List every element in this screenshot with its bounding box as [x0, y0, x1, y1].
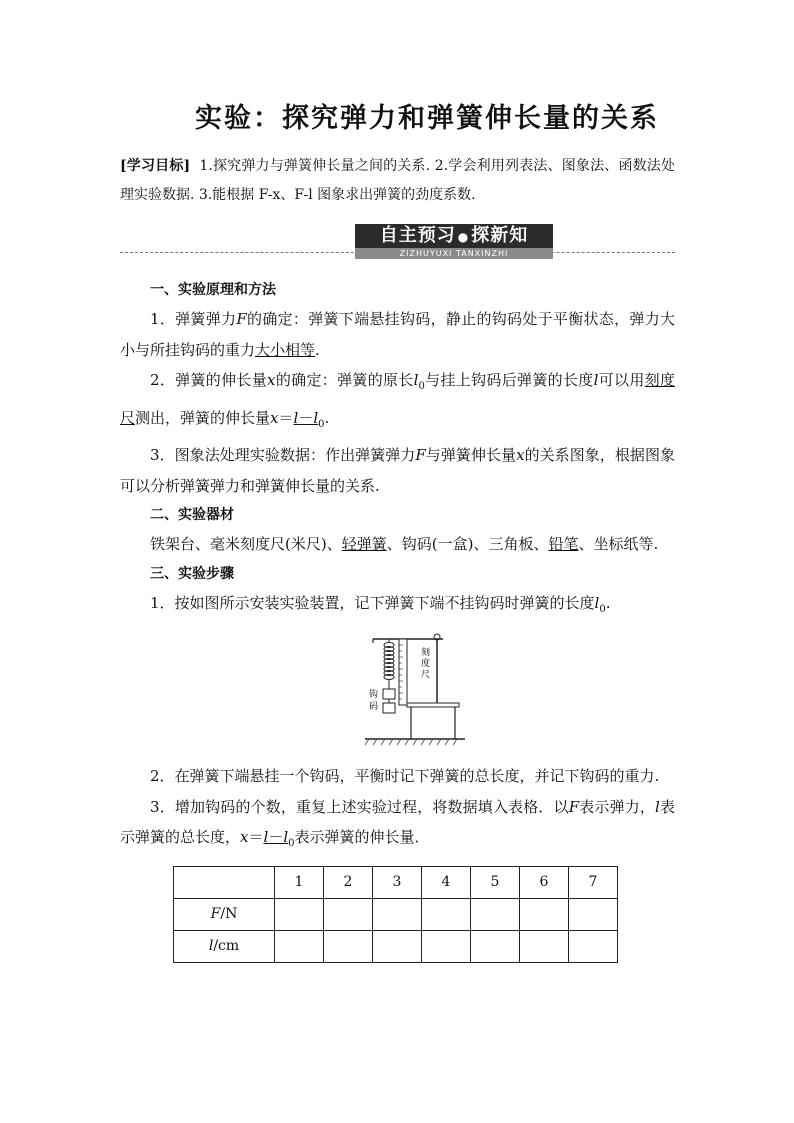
weight-1 [383, 689, 395, 699]
ruler [399, 639, 407, 705]
var-l: l [263, 828, 269, 846]
section-heading-3: 三、实验步骤 [150, 565, 234, 582]
table-header-cell: 5 [471, 866, 520, 898]
data-table [173, 866, 618, 963]
table-header-cell: 4 [422, 866, 471, 898]
text: 3．图象法处理实验数据：作出弹簧弹力 [150, 446, 416, 464]
var-l: l [413, 371, 419, 389]
ground-hatch [365, 739, 457, 745]
table-cell[interactable] [275, 930, 324, 962]
var-x: x [240, 828, 249, 846]
var-F: F [568, 797, 580, 816]
table-row [174, 930, 618, 962]
underlined-formula [293, 408, 325, 430]
paragraph-2 [120, 365, 675, 440]
table-header-cell: 3 [373, 866, 422, 898]
ruler-label-2: 度 [421, 659, 431, 669]
subscript: 0 [418, 381, 425, 392]
var-l: l [593, 371, 599, 389]
text: 、坐标纸等. [578, 535, 659, 553]
weight-label-1: 钩 [369, 690, 379, 700]
var-x: x [267, 371, 276, 389]
table-cell[interactable] [471, 930, 520, 962]
underlined-answer: 大小相等 [255, 340, 316, 359]
banner-part1: 自主预习 [379, 225, 456, 246]
table-cell[interactable] [373, 930, 422, 962]
weight-2 [383, 703, 395, 713]
section-banner [120, 222, 675, 262]
text: 与挂上钩码后弹簧的长度 [424, 371, 594, 389]
text: . [315, 340, 320, 359]
table-header-row [174, 866, 618, 898]
apparatus-diagram [363, 631, 467, 749]
goals-text: 1.探究弹力与弹簧伸长量之间的关系. 2.学会利用列表法、图象法、函数法处理实验数据. 3.能根据 F-x、F-l 图象求出弹簧的劲度系数. [120, 158, 675, 203]
paragraph-equipment [120, 529, 675, 560]
text: 测出，弹簧的伸长量 [135, 408, 271, 427]
var-F: F [210, 906, 221, 922]
table-cell[interactable] [569, 930, 618, 962]
table-header-cell: 7 [569, 866, 618, 898]
text: 可以用 [598, 371, 645, 389]
table-cell[interactable] [520, 898, 569, 930]
table-cell[interactable] [471, 898, 520, 930]
underlined-formula [263, 828, 295, 849]
table-cell[interactable] [520, 930, 569, 962]
table-cell[interactable] [275, 898, 324, 930]
underlined-answer: 刻度尺 [120, 371, 675, 427]
section-heading-2: 二、实验器材 [150, 507, 234, 523]
banner-part2: 探新知 [471, 225, 529, 246]
text: 1．弹簧弹力 [150, 310, 237, 328]
subscript: 0 [318, 418, 325, 430]
paragraph-step-1 [120, 588, 675, 626]
table-cell[interactable] [324, 898, 373, 930]
ruler-label-3: 尺 [421, 670, 431, 680]
var-l: l [655, 797, 660, 816]
paragraph-step-2: 2．在弹簧下端悬挂一个钩码，平衡时记下弹簧的总长度，并记下钩码的重力. [150, 767, 660, 785]
table-row [174, 898, 618, 930]
goals-label: [学习目标] [120, 158, 191, 174]
text: 铁架台、毫米刻度尺(米尺)、 [150, 535, 342, 553]
underlined-answer: 铅笔 [548, 535, 579, 553]
text: 的确定：弹簧的原长 [275, 371, 414, 389]
table-header-cell: 2 [324, 866, 373, 898]
text: 表示弹簧的总长度， [120, 797, 675, 846]
page-title: 实验：探究弹力和弹簧伸长量的关系 [195, 103, 659, 134]
var-x: x [516, 446, 525, 464]
text: － [298, 408, 314, 427]
apparatus-figure [363, 631, 675, 749]
paragraph-1 [120, 304, 675, 365]
text: 、钩码(一盒)、三角板、 [386, 535, 549, 553]
text: 表示弹簧的伸长量． [294, 828, 430, 846]
table-cell[interactable] [422, 898, 471, 930]
table-cell[interactable] [373, 898, 422, 930]
text: . [324, 408, 330, 427]
table-corner-cell [174, 866, 275, 898]
text: 2．弹簧的伸长量 [150, 371, 268, 389]
table-cell[interactable] [324, 930, 373, 962]
subscript: 0 [599, 603, 606, 615]
var-l: l [293, 408, 299, 427]
row-label-force [174, 898, 275, 930]
paragraph-3 [120, 440, 675, 501]
var-l: l [208, 938, 214, 954]
learning-goals [120, 152, 675, 210]
var-l: l [283, 828, 289, 846]
unit: /cm [213, 938, 240, 954]
weight-label-2: 码 [369, 702, 379, 712]
underlined-answer: 轻弹簧 [341, 535, 387, 553]
var-l: l [313, 408, 319, 427]
unit: /N [220, 906, 238, 922]
row-label-length [174, 930, 275, 962]
banner-title [355, 224, 553, 248]
text: 1．按如图所示安装实验装置，记下弹簧下端不挂钩码时弹簧的长度 [150, 593, 595, 612]
var-l: l [594, 593, 600, 612]
text: 与弹簧伸长量 [425, 446, 517, 464]
text: ＝ [278, 408, 294, 427]
text: 表示弹力， [579, 797, 656, 816]
var-x: x [270, 408, 279, 427]
main-content [120, 276, 675, 963]
banner-pinyin: ZIZHUYUXI TANXINZHI [355, 248, 553, 259]
subscript: 0 [288, 838, 295, 849]
stand-base [407, 703, 459, 707]
var-F: F [415, 446, 426, 464]
var-F: F [236, 310, 247, 328]
text: . [605, 593, 611, 612]
text: － [268, 828, 284, 846]
ruler-label-1: 刻 [421, 648, 431, 658]
table-cell[interactable] [569, 898, 618, 930]
paragraph-step-3 [120, 792, 675, 860]
text: 的关系图象，根据图象可以分析弹簧弹力和弹簧伸长量的关系. [120, 446, 675, 495]
spring [384, 643, 394, 680]
section-heading-1: 一、实验原理和方法 [150, 282, 276, 298]
table-header-cell: 6 [520, 866, 569, 898]
table-header-cell: 1 [275, 866, 324, 898]
text: 的确定：弹簧下端悬挂钩码，静止的钩码处于平衡状态，弹力大小与所挂钩码的重力 [120, 310, 675, 359]
text: ＝ [248, 828, 264, 846]
banner-separator-icon: ● [457, 230, 470, 244]
text: 3．增加钩码的个数，重复上述实验过程，将数据填入表格．以 [150, 797, 569, 816]
table-cell[interactable] [422, 930, 471, 962]
